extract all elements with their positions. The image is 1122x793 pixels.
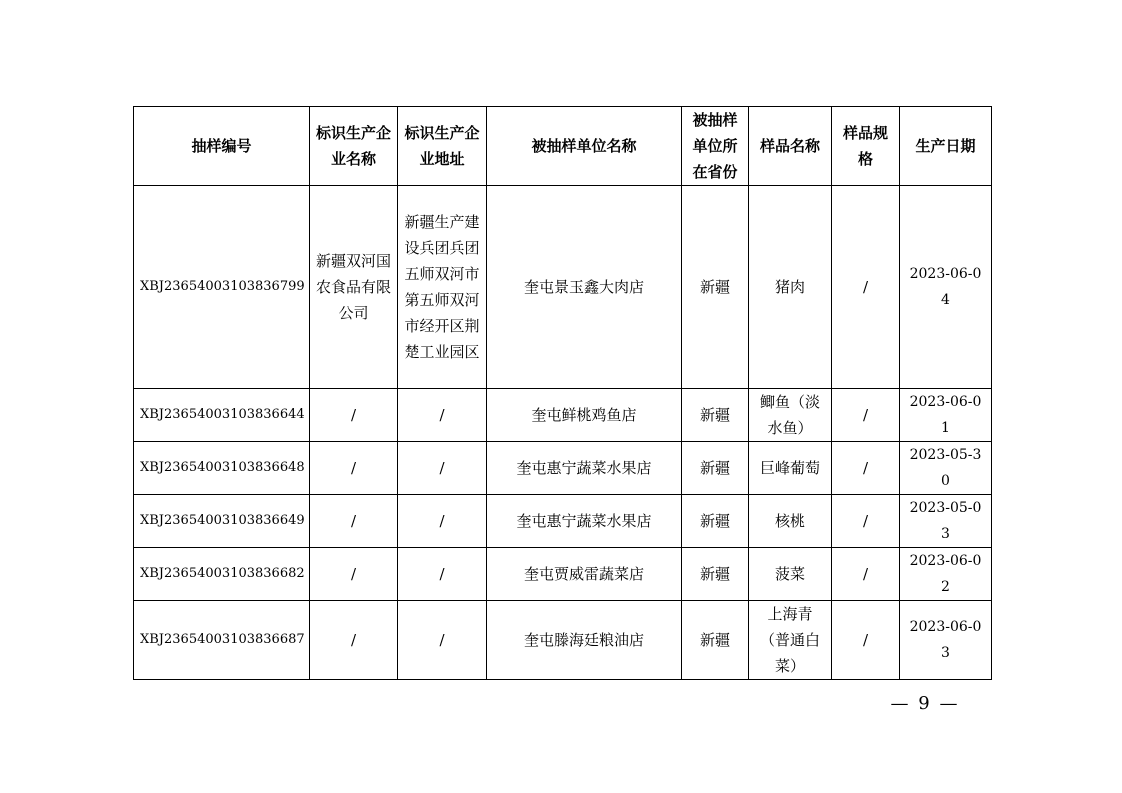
cell-sampled-unit: 奎屯滕海廷粮油店 — [487, 601, 682, 680]
cell-producer-address: / — [398, 601, 487, 680]
cell-province: 新疆 — [682, 495, 749, 548]
cell-sampled-unit: 奎屯鲜桃鸡鱼店 — [487, 389, 682, 442]
cell-producer-name: / — [310, 389, 398, 442]
cell-production-date: 2023-06-02 — [900, 548, 992, 601]
header-producer-name: 标识生产企业名称 — [310, 107, 398, 186]
cell-sampled-unit: 奎屯惠宁蔬菜水果店 — [487, 495, 682, 548]
cell-province: 新疆 — [682, 601, 749, 680]
cell-producer-name: / — [310, 601, 398, 680]
table-header-row — [134, 107, 992, 186]
header-sample-name: 样品名称 — [749, 107, 832, 186]
table-row — [134, 548, 992, 601]
cell-province: 新疆 — [682, 389, 749, 442]
cell-sample-spec: / — [832, 442, 900, 495]
cell-producer-address: 新疆生产建设兵团兵团五师双河市第五师双河市经开区荆楚工业园区 — [398, 186, 487, 389]
cell-producer-address: / — [398, 548, 487, 601]
table-row — [134, 186, 992, 389]
cell-producer-address: / — [398, 389, 487, 442]
sampling-table — [133, 106, 992, 680]
cell-sampled-unit: 奎屯贾威雷蔬菜店 — [487, 548, 682, 601]
cell-sample-name: 猪肉 — [749, 186, 832, 389]
cell-producer-name: / — [310, 548, 398, 601]
header-sampled-unit: 被抽样单位名称 — [487, 107, 682, 186]
cell-sample-spec: / — [832, 601, 900, 680]
header-sample-code: 抽样编号 — [134, 107, 310, 186]
cell-sample-code: XBJ23654003103836649 — [134, 495, 310, 548]
table-row — [134, 389, 992, 442]
cell-province: 新疆 — [682, 442, 749, 495]
header-province: 被抽样单位所在省份 — [682, 107, 749, 186]
header-production-date: 生产日期 — [900, 107, 992, 186]
table-row — [134, 601, 992, 680]
cell-production-date: 2023-06-04 — [900, 186, 992, 389]
cell-producer-address: / — [398, 495, 487, 548]
cell-sample-code: XBJ23654003103836799 — [134, 186, 310, 389]
cell-sample-code: XBJ23654003103836682 — [134, 548, 310, 601]
cell-sample-spec: / — [832, 548, 900, 601]
cell-producer-name: / — [310, 442, 398, 495]
cell-sample-name: 上海青（普通白菜） — [749, 601, 832, 680]
header-producer-address: 标识生产企业地址 — [398, 107, 487, 186]
cell-sample-name: 核桃 — [749, 495, 832, 548]
cell-province: 新疆 — [682, 548, 749, 601]
cell-sample-spec: / — [832, 389, 900, 442]
cell-sample-spec: / — [832, 186, 900, 389]
table-row — [134, 442, 992, 495]
cell-sample-code: XBJ23654003103836648 — [134, 442, 310, 495]
cell-province: 新疆 — [682, 186, 749, 389]
cell-sample-name: 鲫鱼（淡水鱼） — [749, 389, 832, 442]
cell-production-date: 2023-06-01 — [900, 389, 992, 442]
page-number: — 9 — — [890, 693, 960, 714]
cell-sample-name: 菠菜 — [749, 548, 832, 601]
cell-sample-code: XBJ23654003103836687 — [134, 601, 310, 680]
cell-production-date: 2023-05-03 — [900, 495, 992, 548]
cell-producer-name: / — [310, 495, 398, 548]
table-row — [134, 495, 992, 548]
cell-sample-spec: / — [832, 495, 900, 548]
cell-production-date: 2023-05-30 — [900, 442, 992, 495]
cell-sample-name: 巨峰葡萄 — [749, 442, 832, 495]
cell-sampled-unit: 奎屯惠宁蔬菜水果店 — [487, 442, 682, 495]
cell-producer-address: / — [398, 442, 487, 495]
cell-sampled-unit: 奎屯景玉鑫大肉店 — [487, 186, 682, 389]
cell-sample-code: XBJ23654003103836644 — [134, 389, 310, 442]
header-sample-spec: 样品规格 — [832, 107, 900, 186]
cell-production-date: 2023-06-03 — [900, 601, 992, 680]
cell-producer-name: 新疆双河国农食品有限公司 — [310, 186, 398, 389]
